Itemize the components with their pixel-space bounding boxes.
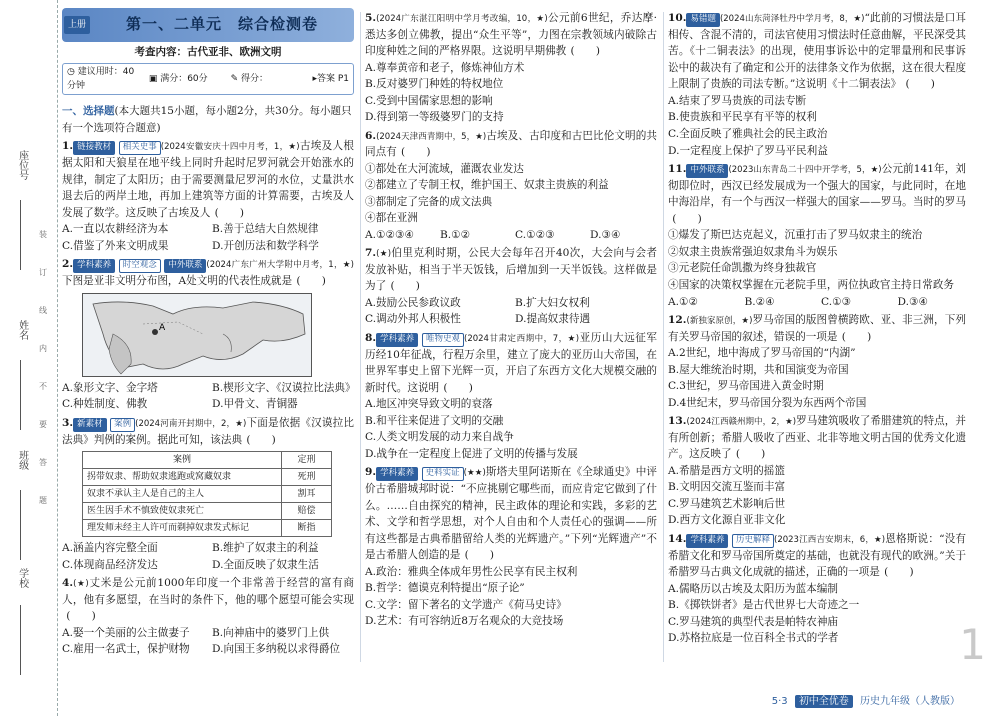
column-divider	[360, 12, 361, 662]
exam-scope: 考查内容：古代亚非、欧洲文明	[134, 46, 282, 58]
statement: ①爆发了斯巴达克起义，沉重打击了罗马奴隶主的统治	[668, 229, 923, 242]
q6-items	[365, 161, 657, 227]
q3-options	[62, 540, 354, 573]
q-source: (2024安徽安庆十四中月考，1，★)	[160, 142, 300, 153]
question-13: 13.(2024江西赣州期中，2，★)罗马建筑吸收了希腊建筑的特点，并有所创新；希腊人吸收了西亚、北非等地文明古国的优秀文化遗产。这反映了 ( )	[668, 415, 966, 461]
answer-ref: ▸答案 P1	[312, 74, 349, 85]
q-badge: 案例	[110, 418, 135, 432]
option: D.西方文化源自亚非文化	[668, 514, 786, 527]
question-7: 7.(★)伯里克利时期，公民大会每年召开40次，大会向与会者发放补贴，相当于半天饭钱，后增加到一天半饭钱。这样做是为了 ( )	[365, 247, 657, 293]
class-line	[20, 490, 21, 560]
q-text: 古埃及人根据太阳和天狼星在地平线上同时升起时尼罗河就会开始涨水的规律，制定了太阳历；由于需要测量尼罗河的水位，丈量洪水退去后的两岸土地，再加上建筑等方面的计算需要，古埃及人发展了数学。这反映了古埃及人	[62, 140, 355, 219]
question-2: 2. 学科素养 时空观念 中外联系 (2024广东广州大学附中月考，1，★)下图是亚非文明分布图，A处文明的代表性成就是 ( )	[62, 258, 354, 288]
table-row: 理发师未经主人许可而剃掉奴隶发式标记 断指	[83, 520, 332, 537]
asia-africa-civilization-map	[82, 293, 312, 377]
option: D.战争在一定程度上促进了文明的传播与发展	[365, 447, 578, 460]
seat-label: 座位号	[16, 150, 28, 180]
footer	[772, 694, 960, 710]
option: B.扩大妇女权利	[515, 296, 590, 309]
q-text: 下图是亚非文明分布图，A处文明的代表性成就是	[62, 275, 293, 288]
option: A.娶一个美丽的公主做妻子	[62, 626, 190, 639]
option: C.全面反映了雅典社会的民主政治	[668, 127, 828, 140]
question-12: 12.(新独家原创，★)罗马帝国的版图曾横跨欧、亚、非三洲，下列有关罗马帝国的叙述，错误的一项是 ( )	[668, 314, 966, 343]
statement: ①都处在大河流域，灌溉农业发达	[365, 162, 524, 175]
option: B.使贵族和平民享有平等的权利	[668, 111, 817, 124]
case-table	[82, 451, 332, 537]
school-label: 学校	[16, 568, 28, 588]
q-source: (新独家原创，★)	[686, 316, 753, 327]
q-text: 伯里克利时期，公民大会每年召开40次，大会向与会者发放补贴，相当于半天饭钱，后增加到一天半饭钱。这样做是为了	[365, 247, 657, 293]
option: A.尊奉黄帝和老子，修炼神仙方术	[365, 61, 525, 74]
option: D.③④	[590, 228, 621, 241]
q-source: (★)	[376, 249, 392, 260]
q12-options	[668, 345, 966, 411]
q-text: 亚历山大远征军历经10年征战，行程万余里，建立了庞大的亚历山大帝国，在世界军事史上留下光辉一页，开启了东西方文化大规模交融的新时代。这说明	[365, 331, 658, 394]
q-badge: 新素材	[73, 418, 107, 432]
option: B.①②	[440, 228, 471, 241]
q13-options	[668, 463, 966, 529]
question-4: 4.(★)丈米是公元前1000年印度一个非常善于经营的富有商人，他有多愿望，在当时的条件下，他的哪个愿望可能会实现( )	[62, 577, 354, 623]
score-info: ▣ 满分：60分	[148, 74, 208, 85]
option: D.向国王多纳税以求得爵位	[212, 643, 341, 656]
map-point-label: A	[159, 322, 166, 333]
seal-char: 装	[38, 230, 48, 239]
name-line	[20, 360, 21, 430]
option: B.反对婆罗门种姓的特权地位	[365, 78, 504, 91]
option: D.甲骨文、青铜器	[212, 398, 298, 411]
question-14: 14. 学科素养 历史解释 (2023江西吉安期末，6，★)恩格斯说：“没有希腊文化和罗马帝国所奠定的基础，也就没有现代的欧洲。”关于希腊罗马古典文化成就的描述，正确的一项是 ( )	[668, 532, 967, 579]
section-title: 一、选择题(本大题共15小题，每小题2分，共30分。每小题只有一个选项符合题意)	[62, 105, 352, 134]
q11-items	[668, 227, 966, 293]
table-row: 奴隶不承认主人是自己的主人 割耳	[83, 486, 332, 503]
q-badge: 易错题	[686, 13, 720, 27]
option: C.人类文明发展的动力来自战争	[365, 431, 514, 444]
q-text: “此前的习惯法是口耳相传、含混不清的，司法官使用习惯法时任意曲解，平民深受其苦。《十二铜表法》的出现，使用事诉讼中的定罪量刑和民事诉讼中的裁决有了确定和公开的法律条文作为依据，这在很大程度上限制了贵族的司法专断。”这说明《十二铜表法》	[668, 12, 967, 91]
option: A.一直以农耕经济为本	[62, 223, 169, 236]
table-row: 医生因手术不慎致使奴隶死亡 赔偿	[83, 503, 332, 520]
option: A.结束了罗马贵族的司法专断	[668, 94, 807, 107]
statement: ④都在亚洲	[365, 212, 418, 225]
q5-options	[365, 60, 657, 126]
map-graphic	[83, 294, 312, 377]
option: C.罗马建筑艺术影响后世	[668, 497, 786, 510]
option: A.儒略历以古埃及太阳历为蓝本编制	[668, 582, 838, 595]
q-source: (2024河南开封期中，2，★)	[135, 418, 247, 429]
q-text: 下面是依据《汉谟拉比法典》判例的案例。据此可知，该法典	[62, 416, 355, 446]
q-source: (2024甘肃定西期中，7，★)	[464, 333, 580, 344]
option: A.地区冲突导致文明的衰落	[365, 398, 493, 411]
column-divider	[663, 12, 664, 662]
option: B.②④	[744, 295, 775, 308]
option: A.涵盖内容完整全面	[62, 542, 158, 555]
q-badge: 学科素养	[686, 534, 728, 548]
option: C.文学：留下著名的文学遗产《荷马史诗》	[365, 598, 567, 611]
q10-options	[668, 93, 966, 159]
statement: ②奴隶主贵族常强迫奴隶角斗为娱乐	[668, 245, 838, 258]
option: D.艺术：有可容纳近8万名观众的大竞技场	[365, 615, 564, 628]
option: D.4世纪末，罗马帝国分裂为东西两个帝国	[668, 396, 867, 409]
seal-char: 内	[38, 344, 48, 353]
q7-options	[365, 295, 657, 328]
option: B.善于总结大自然规律	[212, 223, 319, 236]
binding-margin	[0, 0, 58, 716]
q-badge: 中外联系	[164, 259, 206, 273]
q-badge: 时空观念	[119, 259, 161, 273]
q8-options	[365, 396, 657, 462]
question-9: 9. 学科素养 史料实证 (★★)斯塔夫里阿诺斯在《全球通史》中评价古希腊城邦时说：“不应挑剔它哪些而，而应肯定它做到了什么。……自由探究的精神，民主政体的理论和实践，多彩的艺术、文学和哲学思想，对个人自由和个人责任心的强调——所有这些都是古典希腊留给人类的光辉遗产。”下列“光辉遗产”不是古希腊人创造的是 ( )	[365, 466, 658, 562]
statement: ④国家的决策权掌握在元老院手里，两位执政官主持日常政务	[668, 279, 955, 291]
series-badge: 初中全优卷	[795, 695, 853, 708]
statement: ②都建立了专制王权，维护国王、奴隶主贵族的利益	[365, 179, 609, 192]
option: C.雇用一名武士，保护财物	[62, 643, 190, 656]
option: C.调动外邦人积极性	[365, 313, 461, 326]
q14-options	[668, 581, 966, 647]
exam-title: 第一、二单元 综合检测卷	[126, 15, 319, 34]
option: A.希腊是西方文明的摇篮	[668, 464, 785, 477]
seal-char: 线	[38, 306, 48, 315]
section-note: (本大题共15小题，每小题2分，共30分。每小题只有一个选项符合题意)	[62, 105, 352, 134]
option: D.开创历法和数学科学	[212, 239, 319, 252]
seal-char: 订	[38, 268, 48, 277]
option: D.一定程度上保护了罗马平民利益	[668, 144, 828, 157]
volume-tag: 上册	[64, 16, 90, 34]
q-badge: 唯物史观	[422, 333, 464, 347]
option: D.全面反映了奴隶生活	[212, 558, 319, 571]
seat-line	[20, 200, 21, 270]
table-row: 拐带奴隶、帮助奴隶逃跑或窝藏奴隶 死刑	[83, 469, 332, 486]
q-text: 公元前6世纪，乔达摩·悉达多创立佛教，提出“众生平等”，力图在宗教领域内破除古印度种姓之间的严格界限。这说明早期佛教	[365, 12, 657, 58]
question-8: 8. 学科素养 唯物史观 (2024甘肃定西期中，7，★)亚历山大远征军历经10年征战，行程万余里，建立了庞大的亚历山大帝国，在世界军事史上留下光辉一页，开启了东西方文化大规模交融的新时代。这说明 ( )	[365, 331, 658, 394]
option: A.象形文字、金字塔	[62, 381, 158, 394]
q-text: 公元前141年，刘彻即位时，西汉已经发展成为一个强大的国家，与此同时，在地中海沿岸，有一个与西汉一样强大的国家——罗马。当时的罗马	[668, 163, 966, 209]
exam-header	[62, 8, 354, 42]
option: D.得到第一等级婆罗门的支持	[365, 111, 504, 124]
seal-char: 答	[38, 458, 48, 467]
q4-options	[62, 625, 354, 658]
subject: 历史九年级（人教版）	[860, 696, 960, 708]
option: A.①②	[668, 295, 699, 308]
question-5: 5.(2024广东湛江阳明中学月考改编，10，★)公元前6世纪，乔达摩·悉达多创立佛教，提出“众生平等”，力图在宗教领域内破除古印度种姓之间的严格界限。这说明早期佛教 ( )	[365, 12, 657, 58]
brand: 5·3	[771, 696, 788, 708]
school-line	[20, 605, 21, 675]
q-text: 丈米是公元前1000年印度一个非常善于经营的富有商人，他有多愿望，在当时的条件下，他的哪个愿望可能会实现	[62, 577, 354, 606]
column-3	[668, 8, 966, 647]
q-text: 罗马帝国的版图曾横跨欧、亚、非三洲，下列有关罗马帝国的叙述，错误的一项是	[668, 314, 966, 343]
option: C.3世纪，罗马帝国进入黄金时期	[668, 380, 824, 393]
option: B.和平往来促进了文明的交融	[365, 414, 504, 427]
q-badge: 史料实证	[422, 467, 464, 481]
option: D.③④	[897, 295, 928, 308]
option: C.①②③	[515, 228, 555, 241]
q-source: (2023江西吉安期末，6，★)	[774, 534, 886, 545]
column-2	[365, 8, 657, 630]
score-icon: ▣	[148, 74, 158, 85]
page-number: 1	[959, 620, 986, 669]
q-source: (2024广东广州大学附中月考，1，★)	[206, 260, 354, 271]
option: A.鼓励公民参政议政	[365, 296, 461, 309]
q-source: (2024广东湛江阳明中学月考改编，10，★)	[376, 14, 548, 24]
option: A.政治：雅典全体成年男性公民享有民主权利	[365, 565, 578, 578]
q1-options	[62, 221, 354, 254]
time-info: ◷ 建议用时：40分钟	[67, 67, 135, 92]
q11-options	[668, 294, 966, 311]
statement: ③元老院任命凯撒为终身独裁官	[668, 262, 817, 275]
q-source: (★★)	[463, 468, 486, 479]
question-6: 6.(2024天津西青期中，5，★)古埃及、古印度和古巴比伦文明的共同点有 ( )	[365, 129, 658, 159]
q-source: (2023山东青岛二十四中开学考，5，★)	[728, 165, 882, 176]
option: D.提高奴隶待遇	[515, 313, 591, 326]
q-badge: 学科素养	[376, 333, 418, 347]
q-source: (2024天津西青期中，5，★)	[376, 131, 487, 142]
q-source: (2024山东菏泽牡丹中学月考，8，★)	[719, 14, 865, 24]
statement: ③都制定了完备的成文法典	[365, 195, 493, 208]
seal-char: 题	[38, 496, 48, 505]
class-label: 班级	[16, 450, 28, 470]
option: B.《掷铁饼者》是古代世界七大奇迹之一	[668, 599, 860, 612]
name-label: 姓名	[16, 320, 28, 340]
q-text: 古埃及、古印度和古巴比伦文明的共同点有	[365, 129, 658, 159]
option: B.哲学：德谟克利特提出“原子论”	[365, 582, 525, 595]
pen-icon: ✎	[230, 74, 239, 85]
column-1	[62, 8, 354, 658]
q-text: 斯塔夫里阿诺斯在《全球通史》中评价古希腊城邦时说：“不应挑剔它哪些而，而应肯定它做到了什么。……自由探究的精神，民主政体的理论和实践，多彩的艺术、文学和哲学思想，对个人自由和个人责任心的强调——所有这些都是古典希腊留给人类的光辉遗产。”下列“光辉遗产”不是古希腊人创造的是	[365, 466, 658, 562]
table-header: 案例 定刑	[83, 452, 332, 469]
q-badge: 链接教材	[73, 141, 115, 155]
option: C.种姓制度、佛教	[62, 398, 148, 411]
seal-char: 不	[38, 382, 48, 391]
option: A.①②③④	[365, 228, 415, 241]
q-badge: 历史解释	[732, 534, 774, 548]
option: C.①③	[821, 295, 852, 308]
arrow-icon: ▸	[312, 74, 317, 85]
q9-options	[365, 564, 657, 630]
q-text: 罗马建筑吸收了希腊建筑的特点，并有所创新；希腊人吸收了西亚、北非等地文明古国的优秀文化遗产。这反映了	[668, 415, 966, 461]
exam-info-row	[62, 63, 354, 95]
option: D.苏格拉底是一位百科全书式的学者	[668, 632, 839, 645]
question-1: 1. 链接教材 相关史事 (2024安徽安庆十四中月考，1，★)古埃及人根据太阳和天狼星在地平线上同时升起时尼罗河就会开始涨水的规律，制定了太阳历；由于需要测量尼罗河的水位，丈量洪水退去后的两岸土地，再加上建筑等方面的计算需要，古埃及人发展了数学。这反映了古埃及人 ( )	[62, 140, 355, 219]
clock-icon: ◷	[67, 67, 75, 78]
q-badge: 学科素养	[73, 259, 115, 273]
question-11: 11. 中外联系 (2023山东青岛二十四中开学考，5，★)公元前141年，刘彻即位时，西汉已经发展成为一个强大的国家，与此同时，在地中海沿岸，有一个与西汉一样强大的国家——罗马。当时的罗马( )	[668, 163, 966, 225]
option: A.2世纪，地中海成了罗马帝国的“内湖”	[668, 347, 856, 360]
q-source: (★)	[73, 579, 89, 590]
option: B.楔形文字、《汉谟拉比法典》	[212, 381, 356, 394]
q-text: 恩格斯说：“没有希腊文化和罗马帝国所奠定的基础，也就没有现代的欧洲。”关于希腊罗马古典文化成就的描述，正确的一项是	[668, 532, 967, 579]
q-badge: 相关史事	[119, 141, 161, 155]
q-badge: 中外联系	[686, 164, 728, 178]
option: C.受到中国儒家思想的影响	[365, 94, 493, 107]
q-badge: 学科素养	[376, 467, 418, 481]
option: C.体现商品经济发达	[62, 558, 158, 571]
q-source: (2024江西赣州期中，2，★)	[686, 417, 797, 428]
option: B.向神庙中的婆罗门上供	[212, 626, 330, 639]
option: C.借鉴了外来文明成果	[62, 239, 169, 252]
seal-char: 要	[38, 420, 48, 429]
got-info: ✎ 得分：	[230, 74, 269, 85]
option: B.维护了奴隶主的利益	[212, 542, 319, 555]
option: B.屋大维统治时期，共和国演变为帝国	[668, 363, 849, 376]
question-10: 10. 易错题 (2024山东菏泽牡丹中学月考，8，★)“此前的习惯法是口耳相传、含混不清的，司法官使用习惯法时任意曲解，平民深受其苦。《十二铜表法》的出现，使用事诉讼中的定罪量刑和民事诉讼中的裁决有了确定和公开的法律条文作为依据，这在很大程度上限制了贵族的司法专断。”这说明《十二铜表法》 ( )	[668, 12, 967, 91]
option: B.文明因交流互鉴而丰富	[668, 481, 786, 494]
q6-options	[365, 227, 657, 244]
option: C.罗马建筑的典型代表是帕特农神庙	[668, 615, 839, 628]
question-3: 3. 新素材 案例 (2024河南开封期中，2，★)下面是依据《汉谟拉比法典》判例的案例。据此可知，该法典 ( )	[62, 416, 355, 446]
q2-options	[62, 380, 354, 413]
